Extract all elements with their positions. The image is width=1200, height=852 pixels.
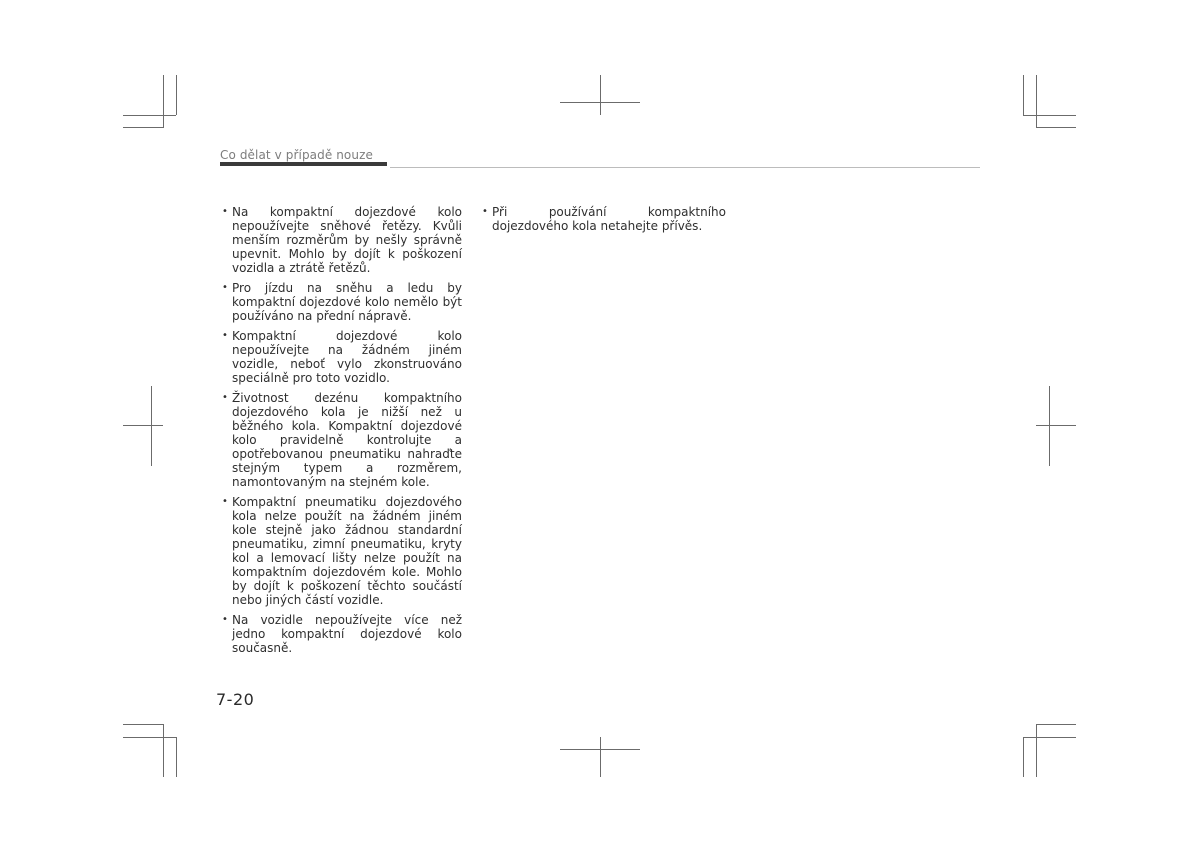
- bullet-icon: •: [222, 330, 228, 341]
- crop-mark-bottom-right-vertical-outer: [1036, 724, 1037, 777]
- page-number: 7-20: [216, 690, 255, 709]
- crop-mark-bottom-right-vertical-inner: [1023, 737, 1024, 777]
- crop-mark-top-left-horizontal-outer: [123, 127, 163, 128]
- list-item: [222, 329, 462, 385]
- list-item: [222, 495, 462, 607]
- list-item-text: Kompaktní pneumatiku dojezdového kola nelze použít na žádném jiném kole stejně jako žádnou standardní pneumatiku, zimní pneumatiku, kryty kol a lemovací lišty nelze použít na kompaktním dojezdovém kole. Mohlo by dojít k poškození těchto součástí nebo jiných částí vozidle.: [232, 495, 462, 607]
- list-item: [222, 613, 462, 655]
- bullet-icon: •: [222, 496, 228, 507]
- right-column-bullet-list: [482, 205, 726, 239]
- header-rule: [390, 167, 980, 168]
- left-column-bullet-list: [222, 205, 462, 661]
- bullet-icon: •: [222, 282, 228, 293]
- bullet-icon: •: [222, 206, 228, 217]
- list-item: [482, 205, 726, 233]
- list-item: [222, 205, 462, 275]
- crop-mark-top-right-horizontal-outer: [1036, 127, 1076, 128]
- crop-mark-middle-left-vertical: [151, 386, 152, 466]
- crop-mark-bottom-center-vertical: [600, 737, 601, 777]
- bullet-icon: •: [482, 206, 488, 217]
- crop-mark-bottom-left-horizontal-outer: [123, 724, 163, 725]
- crop-mark-top-center-vertical: [600, 75, 601, 115]
- list-item-text: Při používání kompaktního dojezdového kola netahejte přívěs.: [492, 205, 726, 233]
- crop-mark-bottom-right-horizontal-inner: [1023, 737, 1076, 738]
- bullet-icon: •: [222, 614, 228, 625]
- list-item: [222, 391, 462, 489]
- section-title: Co dělat v případě nouze: [220, 148, 373, 162]
- list-item-text: Na vozidle nepoužívejte více než jedno kompaktní dojezdové kolo současně.: [232, 613, 462, 655]
- crop-mark-top-right-horizontal-inner: [1023, 115, 1076, 116]
- crop-mark-top-right-vertical-outer: [1036, 75, 1037, 128]
- crop-mark-top-left-vertical-outer: [163, 75, 164, 128]
- crop-mark-bottom-left-vertical-outer: [163, 724, 164, 777]
- bullet-icon: •: [222, 392, 228, 403]
- crop-mark-bottom-left-vertical-inner: [176, 737, 177, 777]
- list-item-text: Kompaktní dojezdové kolo nepoužívejte na žádném jiném vozidle, neboť vylo zkonstruováno speciálně pro toto vozidlo.: [232, 329, 462, 385]
- crop-mark-top-left-vertical-inner: [176, 75, 177, 115]
- list-item-text: Pro jízdu na sněhu a ledu by kompaktní dojezdové kolo nemělo být používáno na přední nápravě.: [232, 281, 462, 323]
- list-item: [222, 281, 462, 323]
- crop-mark-top-center-horizontal: [560, 102, 640, 103]
- crop-mark-middle-right-vertical: [1049, 386, 1050, 466]
- crop-mark-bottom-right-horizontal-outer: [1036, 724, 1076, 725]
- crop-mark-middle-left-horizontal: [123, 425, 163, 426]
- list-item-text: Na kompaktní dojezdové kolo nepoužívejte sněhové řetězy. Kvůli menším rozměrům by nešly správně upevnit. Mohlo by dojít k poškození vozidla a ztrátě řetězů.: [232, 205, 462, 275]
- section-title-underline-bar: [220, 162, 387, 166]
- crop-mark-top-left-horizontal-inner: [123, 115, 176, 116]
- crop-mark-top-right-vertical-inner: [1023, 75, 1024, 115]
- crop-mark-bottom-center-horizontal: [560, 749, 640, 750]
- crop-mark-middle-right-horizontal: [1036, 425, 1076, 426]
- list-item-text: Životnost dezénu kompaktního dojezdového kola je nižší než u běžného kola. Kompaktní dojezdové kolo pravidelně kontrolujte a opotřebovanou pneumatiku nahraďte stejným typem a rozměrem, namontovaným na stejném kole.: [232, 391, 462, 489]
- crop-mark-bottom-left-horizontal-inner: [123, 737, 176, 738]
